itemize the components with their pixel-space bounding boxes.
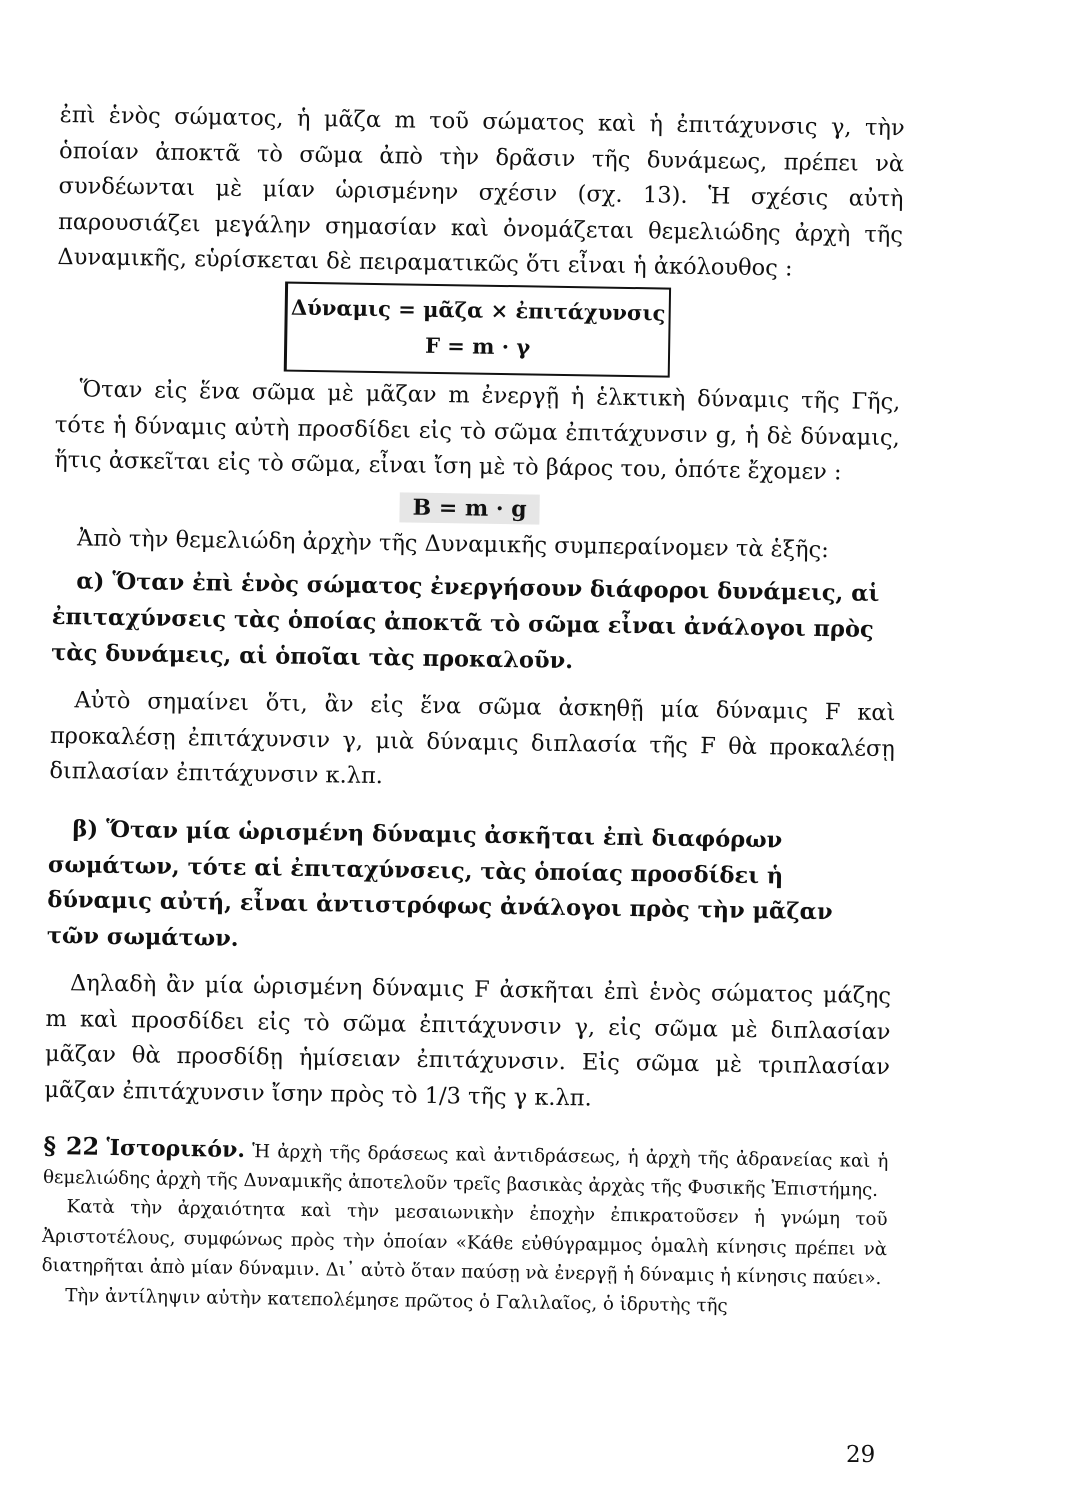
paragraph-intro: ἐπὶ ἑνὸς σώματος, ἡ μᾶζα m τοῦ σώματος καὶ ἡ ἐπιτάχυνσις γ, τὴν ὁποίαν ἀποκτᾶ τὸ σῶμα ἀπὸ τὴν δρᾶσιν τῆς δυνάμεως, πρέπει νὰ συνδέωνται μὲ μίαν ὡρισμένην σχέσιν (σχ. 13). Ἡ σχέσις αὐτὴ παρουσιάζει μεγάλην σημασίαν καὶ ὀνομάζεται θεμελιώδης ἀρχὴ τῆς Δυναμικῆς, εὑρίσκεται δὲ πειραματικῶς ὅτι εἶναι ἡ ἀκόλουθος : <box>57 101 905 282</box>
paragraph-b-explain: Δηλαδὴ ἂν μία ὡρισμένη δύναμις F ἀσκῆται ἐπὶ ἑνὸς σώματος μάζης m καὶ προσδίδει εἰς τὸ σῶμα ἐπιτάχυνσιν γ, εἰς σῶμα μὲ διπλασίαν μᾶζαν θὰ προσδίδῃ ἡμίσειαν ἐπιτάχυνσιν. Εἰς σῶμα μὲ τριπλασίαν μᾶζαν ἐπιτάχυνσιν ἴσην πρὸς τὸ 1/3 τῆς γ κ.λπ. <box>44 970 892 1112</box>
paragraph-conclude: Ἀπὸ τὴν θεμελιώδη ἀρχὴν τῆς Δυναμικῆς συμπεραίνομεν τὰ ἑξῆς: <box>76 525 829 563</box>
paragraph-a-explain: Αὐτὸ σημαίνει ὅτι, ἂν εἰς ἕνα σῶμα ἀσκηθῇ μία δύναμις F καὶ προκαλέσῃ ἐπιτάχυνσιν γ, μιὰ δύναμις διπλασία τῆς F θὰ προκαλέσῃ διπλασίαν ἐπιτάχυνσιν κ.λπ. <box>49 687 896 790</box>
paragraph-aristotle: Κατὰ τὴν ἀρχαιότητα καὶ τὴν μεσαιωνικὴν ἐποχὴν ἐπικρατοῦσεν ἡ γνώμη τοῦ Ἀριστοτέλους, συμφώνως πρὸς τὴν ὁποίαν «Κάθε εὐθύγραμμος ὁμαλὴ κίνησις πρέπει νὰ διατηρῆται ἀπὸ μίαν δύναμιν. Δι᾿ αὐτὸ ὅταν παύσῃ νὰ ἐνεργῇ ἡ δύναμις ἡ κίνησις παύει». <box>41 1196 888 1290</box>
weight-formula: B = m · g <box>399 492 539 524</box>
principle-b: β) Ὅταν μία ὡρισμένη δύναμις ἀσκῆται ἐπὶ διαφόρων σωμάτων, τότε αἱ ἐπιταχύνσεις, τὰς ὁποίας προσδίδει ἡ δύναμις αὐτή, εἶναι ἀντιστρόφως ἀνάλογοι πρὸς τὴν μᾶζαν τῶν σωμάτων. <box>46 816 833 952</box>
page-number: 29 <box>846 1442 876 1468</box>
paragraph-weight: Ὅταν εἰς ἕνα σῶμα μὲ μᾶζαν m ἐνεργῇ ἡ ἑλκτικὴ δύναμις τῆς Γῆς, τότε ἡ δύναμις αὐτὴ προσδίδει εἰς τὸ σῶμα ἐπιτάχυνσιν g, ἡ δὲ δύναμις, ἥτις ἀσκεῖται εἰς τὸ σῶμα, εἶναι ἴση μὲ τὸ βάρος του, ὁπότε ἔχομεν : <box>54 376 901 486</box>
book-page <box>41 98 905 1323</box>
history-heading: Ἱστορικόν. <box>106 1134 246 1163</box>
law-formula-symbols: F = m · γ <box>424 332 531 360</box>
principle-a: α) Ὅταν ἐπὶ ἑνὸς σώματος ἐνεργήσουν διάφοροι δυνάμεις, αἱ ἐπιταχύνσεις τὰς ὁποίας ἀποκτᾶ τὸ σῶμα εἶναι ἀνάλογοι πρὸς τὰς δυνάμεις, αἱ ὁποῖαι τὰς προκαλοῦν. <box>51 568 880 674</box>
history-intro: Ἡ ἀρχὴ τῆς δράσεως καὶ ἀντιδράσεως, ἡ ἀρχὴ τῆς ἀδρανείας καὶ ἡ θεμελιώδης ἀρχὴ τῆς Δυναμικῆς ἀποτελοῦν τρεῖς βασικὰς ἀρχὰς τῆς Φυσικῆς Ἐπιστήμης. <box>42 1140 889 1202</box>
history-section <box>41 1131 889 1324</box>
fundamental-law-box <box>284 282 671 378</box>
section-number: § 22 <box>43 1130 100 1161</box>
paragraph-galileo: Τὴν ἀντίληψιν αὐτὴν κατεπολέμησε πρῶτος ὁ Γαλιλαῖος, ὁ ἱδρυτὴς τῆς <box>65 1284 728 1317</box>
law-formula-words: Δύναμις = μᾶζα × ἐπιτάχυνσις <box>290 294 666 326</box>
